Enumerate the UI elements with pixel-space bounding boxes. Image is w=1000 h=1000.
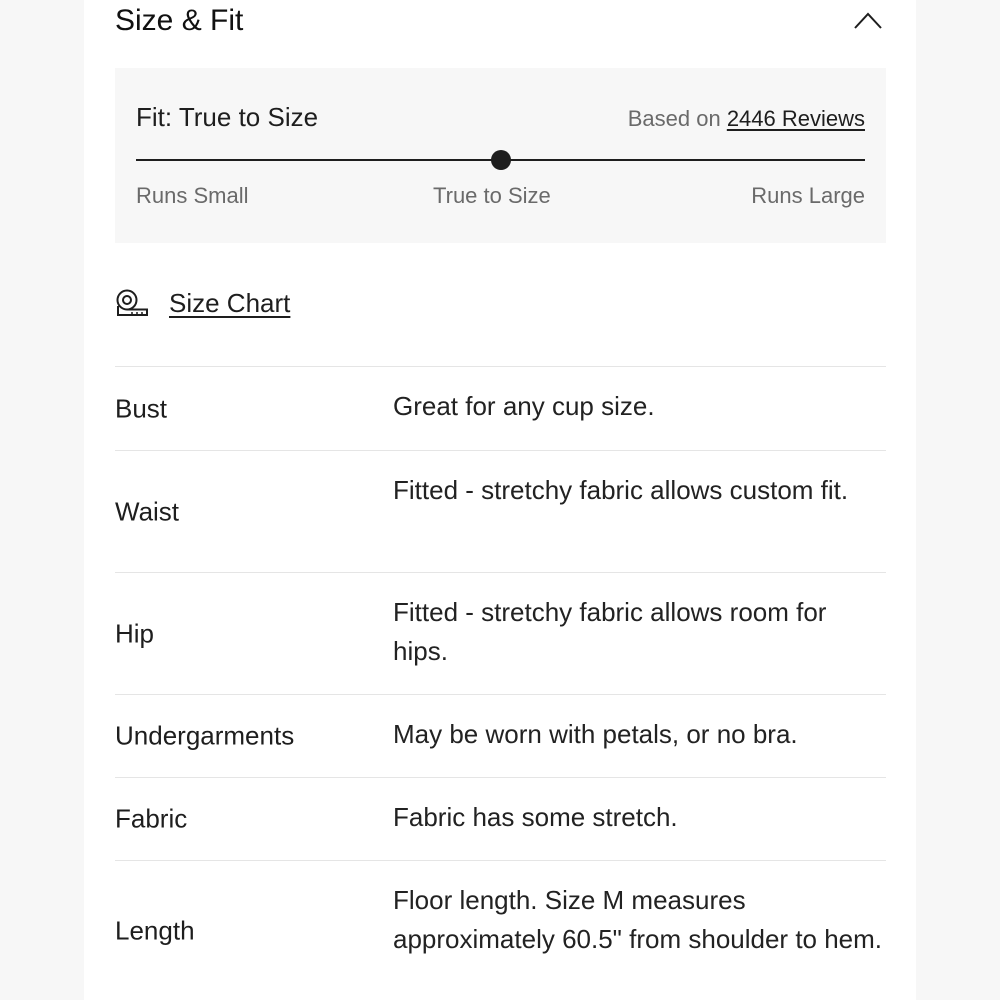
reviews-link[interactable]: 2446 Reviews: [726, 106, 865, 131]
detail-label: Length: [115, 915, 195, 945]
detail-label: Fabric: [115, 803, 188, 834]
fit-details-table: [115, 366, 886, 1000]
detail-row-bust: [115, 366, 886, 450]
detail-row-waist: [115, 450, 886, 572]
detail-row-hip: [115, 572, 886, 694]
size-fit-accordion-header[interactable]: [115, 0, 886, 46]
detail-value: Great for any cup size.: [393, 391, 655, 421]
detail-label: Hip: [115, 618, 155, 648]
fit-label: Fit: True to Size: [136, 102, 319, 132]
detail-value: Fabric has some stretch.: [393, 802, 678, 832]
detail-label: Bust: [115, 393, 168, 423]
fit-scale-indicator: [491, 150, 511, 170]
detail-value: May be worn with petals, or no bra.: [393, 719, 798, 749]
size-chart-link[interactable]: Size Chart: [169, 287, 291, 318]
detail-label: Undergarments: [115, 720, 295, 751]
detail-value: Floor length. Size M measures approximately 60.5" from shoulder to hem.: [393, 885, 883, 954]
section-title: Size & Fit: [115, 4, 244, 37]
detail-row-fabric: [115, 777, 886, 860]
size-chart-link-row[interactable]: [115, 286, 290, 320]
detail-value: Fitted - stretchy fabric allows custom fit.: [393, 475, 849, 505]
scale-label-runs-small: Runs Small: [136, 183, 249, 208]
chevron-up-icon[interactable]: [854, 10, 882, 30]
detail-row-length: [115, 860, 886, 1000]
detail-label: Waist: [115, 496, 180, 526]
scale-label-runs-large: Runs Large: [751, 183, 865, 208]
detail-row-undergarments: [115, 694, 886, 777]
tape-measure-icon: [115, 289, 149, 317]
detail-value: Fitted - stretchy fabric allows room for hips.: [393, 597, 827, 666]
fit-summary-box: [115, 68, 886, 243]
scale-label-true-to-size: True to Size: [433, 183, 551, 208]
reviews-count: [628, 106, 865, 132]
based-on-text: Based on: [627, 106, 721, 131]
